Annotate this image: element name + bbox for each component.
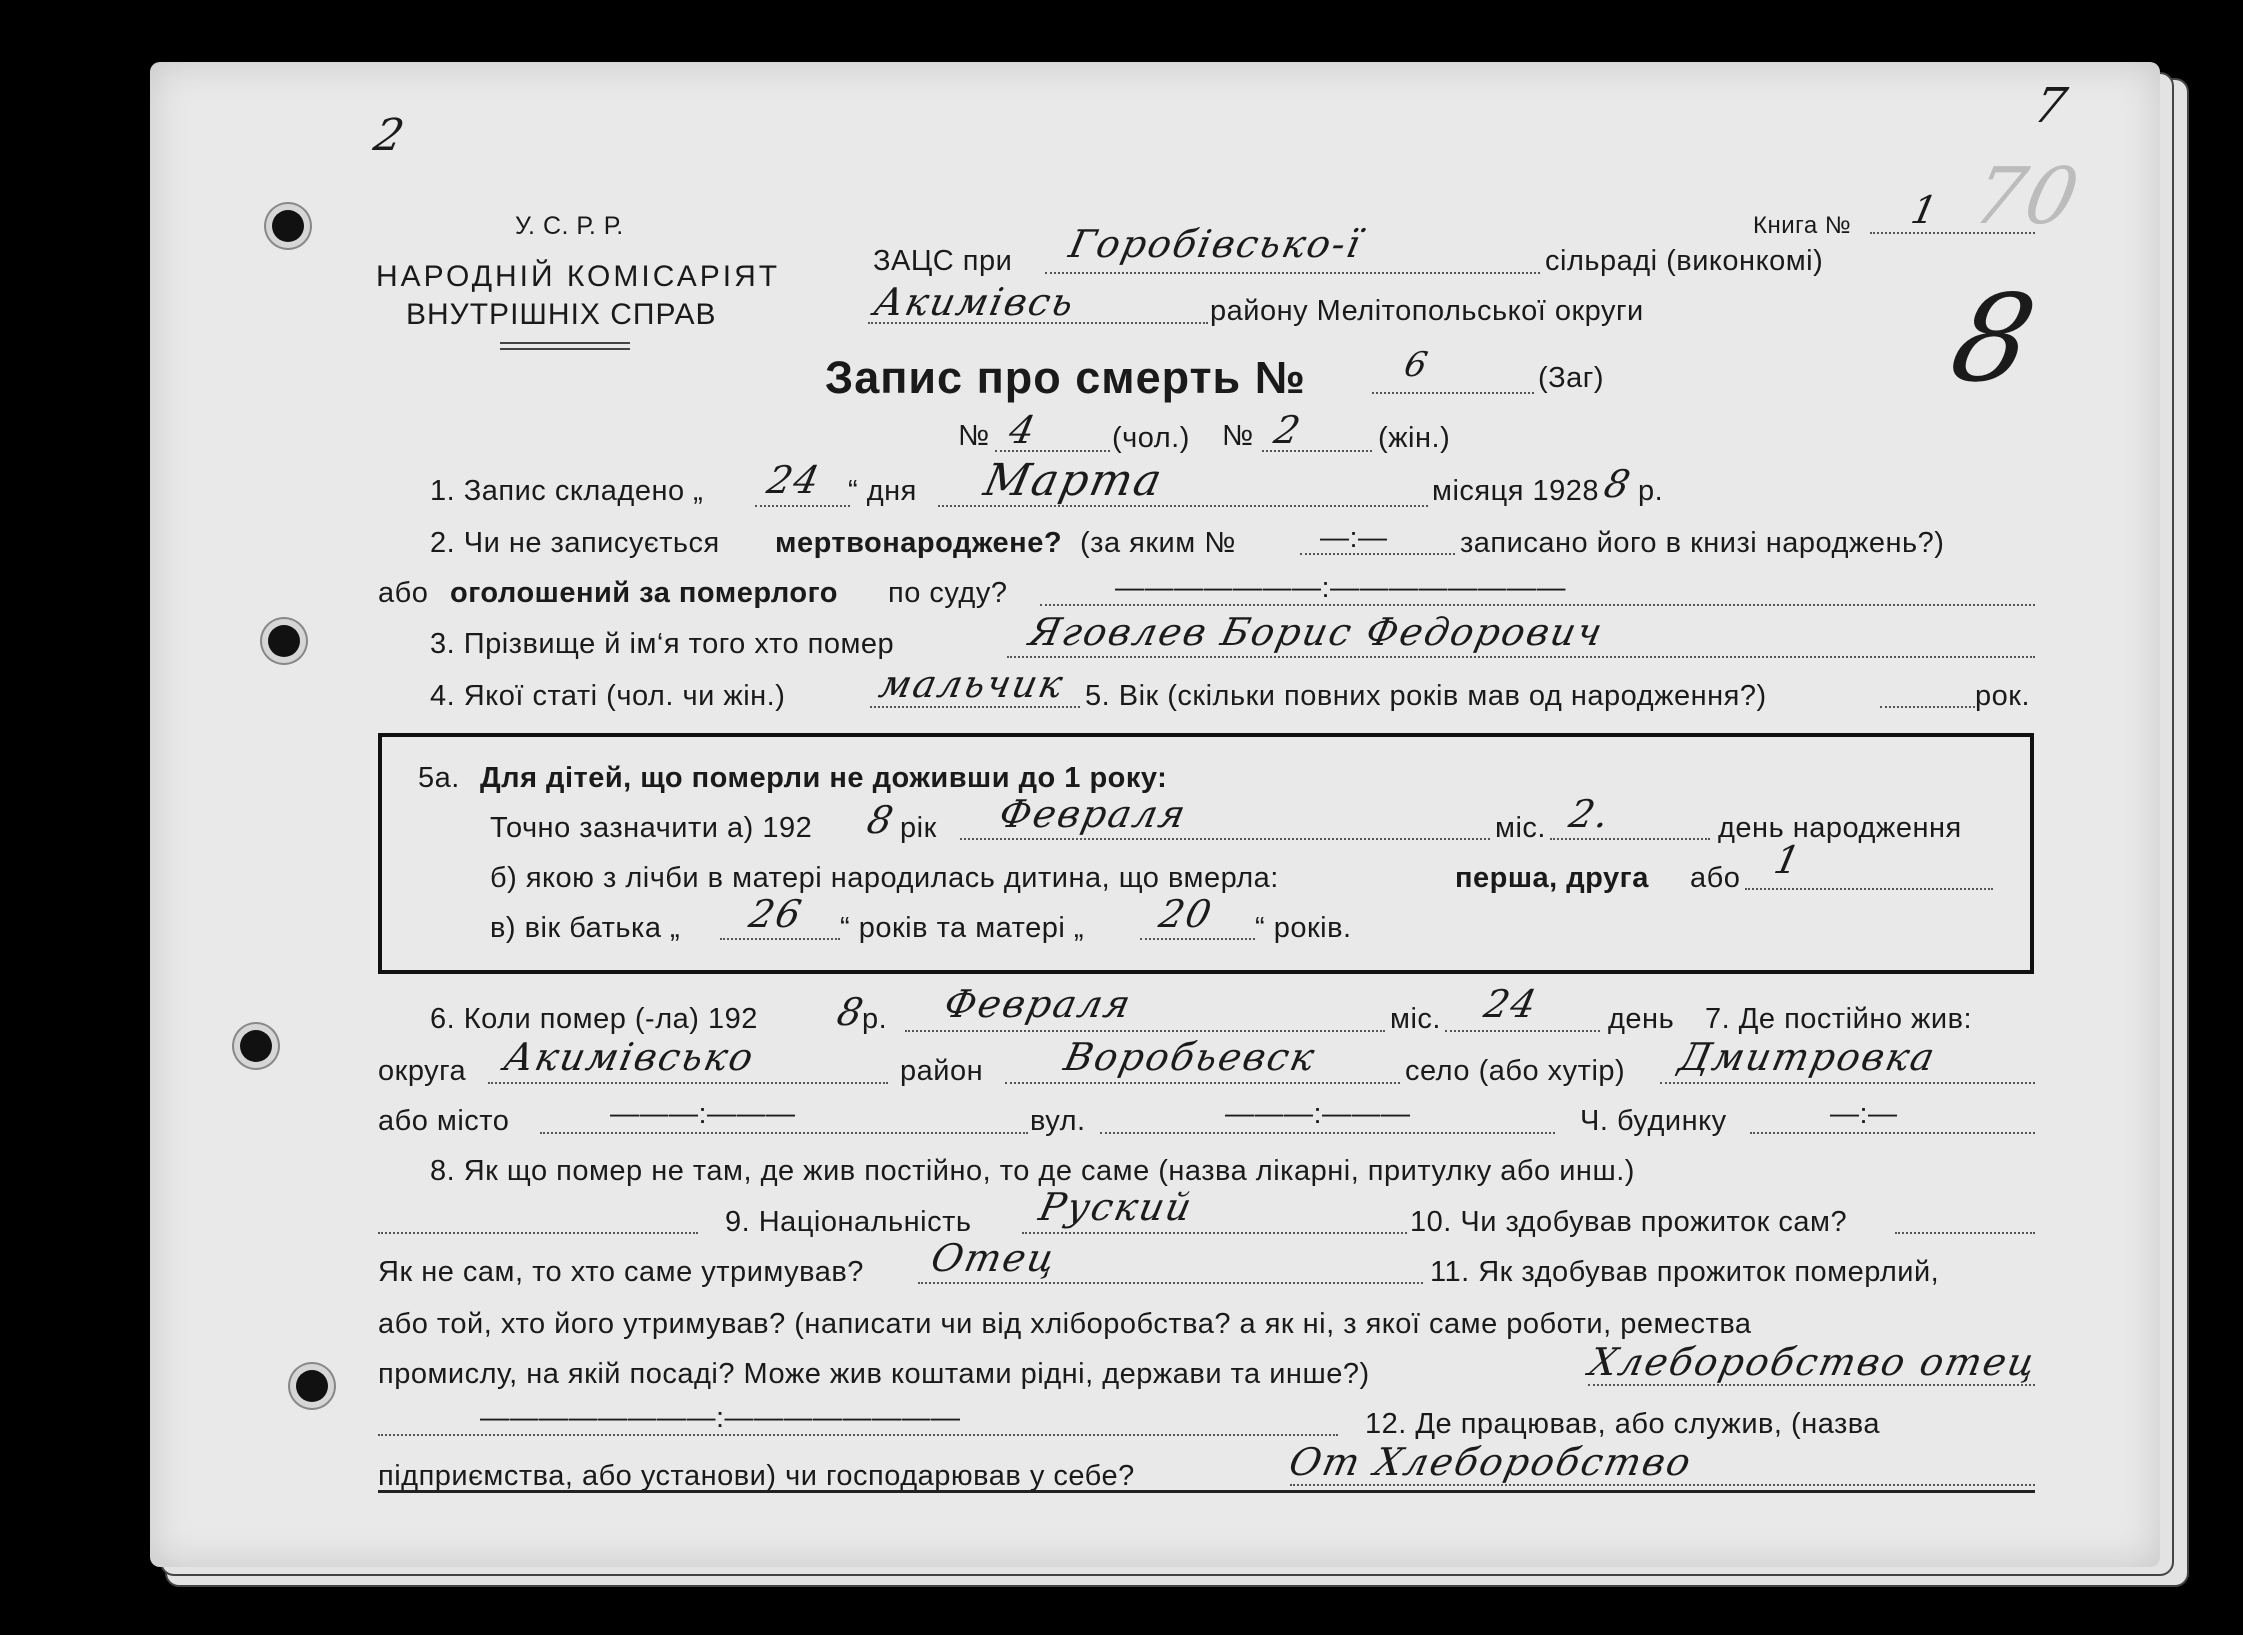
f2-bold: мертвонароджене? (775, 527, 1063, 559)
f1-month: Марта (979, 455, 1168, 506)
raion-value: Акимівсь (870, 280, 1080, 324)
f5-label: 5. Вік (скільки повних років мав од народження?) (1085, 680, 1767, 712)
f12-line2: підприємства, або установи) чи господарював у себе? (378, 1460, 1135, 1492)
f2-line2-value: ———————:———————— (1115, 572, 1567, 604)
f5a-line1-digit: 8 (863, 798, 899, 842)
f5-suffix: рок. (1975, 680, 2031, 712)
f7-misto: або місто (378, 1105, 510, 1137)
f1-label: 1. Запис складено „ (430, 475, 704, 507)
header-rule (500, 342, 630, 344)
f4-field (870, 706, 1080, 708)
f2-label-a: 2. Чи не записується (430, 527, 720, 559)
f6-r: р. (862, 1003, 888, 1035)
zags-label: ЗАЦС при (873, 245, 1013, 277)
f1-year-digit: 8 (1600, 462, 1636, 506)
corner-number: 7 (2029, 78, 2074, 134)
book-label: Книга № (1753, 212, 1852, 239)
f7-misto-field (540, 1132, 1028, 1134)
punch-hole (296, 1370, 328, 1402)
commissariat-line2: ВНУТРІШНІХ СПРАВ (406, 298, 717, 331)
big-number: 8 (1940, 270, 2049, 409)
f7-vul: вул. (1030, 1105, 1086, 1137)
record-number: 6 (1400, 345, 1433, 385)
commissariat-line1: НАРОДНІЙ КОМІСАРІЯТ (376, 260, 781, 293)
f5a-day-label: день народження (1718, 812, 1962, 844)
top-left-mark: 2 (369, 110, 411, 161)
f6-day: 24 (1480, 982, 1543, 1026)
male-no-label: № (958, 420, 990, 452)
council-label: сільраді (виконкомі) (1545, 245, 1824, 277)
f5c-label-b: “ років та матері „ (840, 912, 1085, 944)
f7-selo-field (1660, 1082, 2035, 1084)
female-no: 2 (1270, 408, 1306, 452)
f9-label: 9. Національність (725, 1206, 972, 1238)
f2-label-b: (за яким № (1080, 527, 1236, 559)
f7-okruga: округа (378, 1055, 467, 1087)
f7-budynok: Ч. будинку (1580, 1105, 1727, 1137)
male-no: 4 (1005, 408, 1041, 452)
f5b-field (1745, 888, 1993, 890)
f5b-bold: перша, друга (1455, 862, 1649, 894)
f5a-line1-a: Точно зазначити а) 192 (490, 812, 813, 844)
f5c-father-field (720, 938, 840, 940)
record-number-field (1372, 392, 1534, 394)
f5c-mother-field (1140, 938, 1255, 940)
f6-month-field (905, 1030, 1385, 1032)
male-label: (чол.) (1112, 422, 1190, 454)
f11-value: Хлеборобство отец (1585, 1340, 2042, 1384)
f5a-month: Февраля (995, 792, 1192, 836)
f11-line2: або той, хто його утримував? (написати чи від хліборобства? а як ні, з якої саме роботи, ремества (378, 1308, 1752, 1340)
f6-month: Февраля (940, 982, 1137, 1026)
f2-value: —:— (1320, 522, 1388, 554)
f8-label: 8. Як що помер не там, де жив постійно, то де саме (назва лікарні, притулку або инш.) (430, 1155, 1635, 1187)
f2-line2-b: по суду? (888, 577, 1008, 609)
f1-year-suffix: р. (1638, 475, 1664, 507)
republic-label: У. С. Р. Р. (515, 212, 624, 240)
f7-okruga-field (488, 1082, 888, 1084)
record-title: Запис про смерть № (825, 352, 1306, 403)
f1-day: 24 (763, 458, 826, 502)
f7-vul-field (1100, 1132, 1555, 1134)
f3-field (1007, 656, 2035, 658)
f6-day-field (1445, 1030, 1600, 1032)
f6-mis: міс. (1390, 1003, 1441, 1035)
f5b-label: б) якою з лічби в матері народилась дитина, що вмерла: (490, 862, 1279, 894)
f12-label: 12. Де працював, або служив, (назва (1365, 1408, 1881, 1440)
f2-line2-a: або (378, 577, 429, 609)
bottom-rule (378, 1490, 2035, 1493)
f5a-line1-b: рік (900, 812, 937, 844)
f5c-label-c: “ років. (1255, 912, 1352, 944)
f12-field (1290, 1484, 2035, 1486)
stamp-number: 70 (1965, 152, 2088, 242)
book-value: 1 (1907, 188, 1943, 232)
punch-hole (268, 625, 300, 657)
f9-value: Руский (1035, 1185, 1198, 1229)
f3-value: Яговлев Борис Федорович (1025, 610, 1608, 654)
raion-label: району Мелітопольської округи (1210, 295, 1644, 327)
f10b-label: Як не сам, то хто саме утримував? (378, 1256, 864, 1288)
zags-value: Горобівсько-ї (1065, 222, 1366, 266)
f7-misto-value: ———:——— (610, 1098, 796, 1130)
f3-label: 3. Прізвище й ім‘я того хто помер (430, 628, 895, 660)
f5c-mother: 20 (1155, 892, 1218, 936)
f2-label-c: записано його в книзі народжень?) (1460, 527, 1945, 559)
f7-budynok-field (1750, 1132, 2035, 1134)
f6-digit: 8 (833, 990, 869, 1034)
f5a-mis: міс. (1495, 812, 1546, 844)
f4-label: 4. Якої статі (чол. чи жін.) (430, 680, 786, 712)
f10-label: 10. Чи здобував прожиток сам? (1410, 1206, 1848, 1238)
f11-label: 11. Як здобував прожиток померлий, (1430, 1256, 1940, 1288)
f7-selo: село (або хутір) (1405, 1055, 1626, 1087)
f11-field (1588, 1384, 2035, 1386)
f5a-bold: Для дітей, що померли не доживши до 1 року: (480, 762, 1168, 794)
f7-label: 7. Де постійно жив: (1705, 1003, 1973, 1035)
f1-day-field (755, 505, 850, 507)
f10b-value: Отец (927, 1236, 1061, 1280)
f7-raion-field (1005, 1082, 1400, 1084)
f10b-field (918, 1282, 1423, 1284)
f1-month-label: місяця 1928 (1432, 475, 1599, 507)
header-rule (500, 348, 630, 350)
f6-day-label: день (1608, 1003, 1675, 1035)
f5b-value: 1 (1770, 838, 1806, 882)
f12-value: От Хлеборобство (1285, 1440, 1697, 1484)
f7-selo-value: Дмитровка (1675, 1035, 1941, 1079)
f11-line4-value: ————————:———————— (480, 1402, 961, 1434)
female-label: (жін.) (1378, 422, 1451, 454)
f8-field (378, 1232, 698, 1234)
f5a-day: 2. (1565, 792, 1615, 836)
f5c-label-a: в) вік батька „ (490, 912, 681, 944)
zags-field (1045, 272, 1540, 274)
f11-line3: промислу, на якій посаді? Може жив коштами рідні, держави та инше?) (378, 1358, 1370, 1390)
f6-label: 6. Коли помер (-ла) 192 (430, 1003, 758, 1035)
f7-raion: район (900, 1055, 984, 1087)
punch-hole (272, 210, 304, 242)
f10-field (1895, 1232, 2035, 1234)
f5c-father: 26 (745, 892, 808, 936)
f2-line2-bold: оголошений за померлого (450, 577, 838, 609)
f5a-month-field (960, 838, 1490, 840)
f7-okruga-value: Акимівсько (500, 1035, 759, 1079)
f5-field (1880, 706, 1975, 708)
f1-day-suffix: “ дня (848, 475, 917, 507)
f5a-label: 5а. (418, 762, 460, 794)
zag-label: (Заг) (1538, 362, 1605, 394)
f7-budynok-value: —:— (1830, 1098, 1898, 1130)
f5a-day-field (1550, 838, 1710, 840)
f4-value: мальчик (875, 662, 1069, 706)
female-no-label: № (1222, 420, 1254, 452)
punch-hole (240, 1030, 272, 1062)
f7-vul-value: ———:——— (1225, 1098, 1411, 1130)
f5b-or: або (1690, 862, 1741, 894)
book-field (1870, 232, 2035, 234)
f9-field (1022, 1232, 1407, 1234)
f7-raion-value: Воробьевск (1060, 1035, 1321, 1079)
